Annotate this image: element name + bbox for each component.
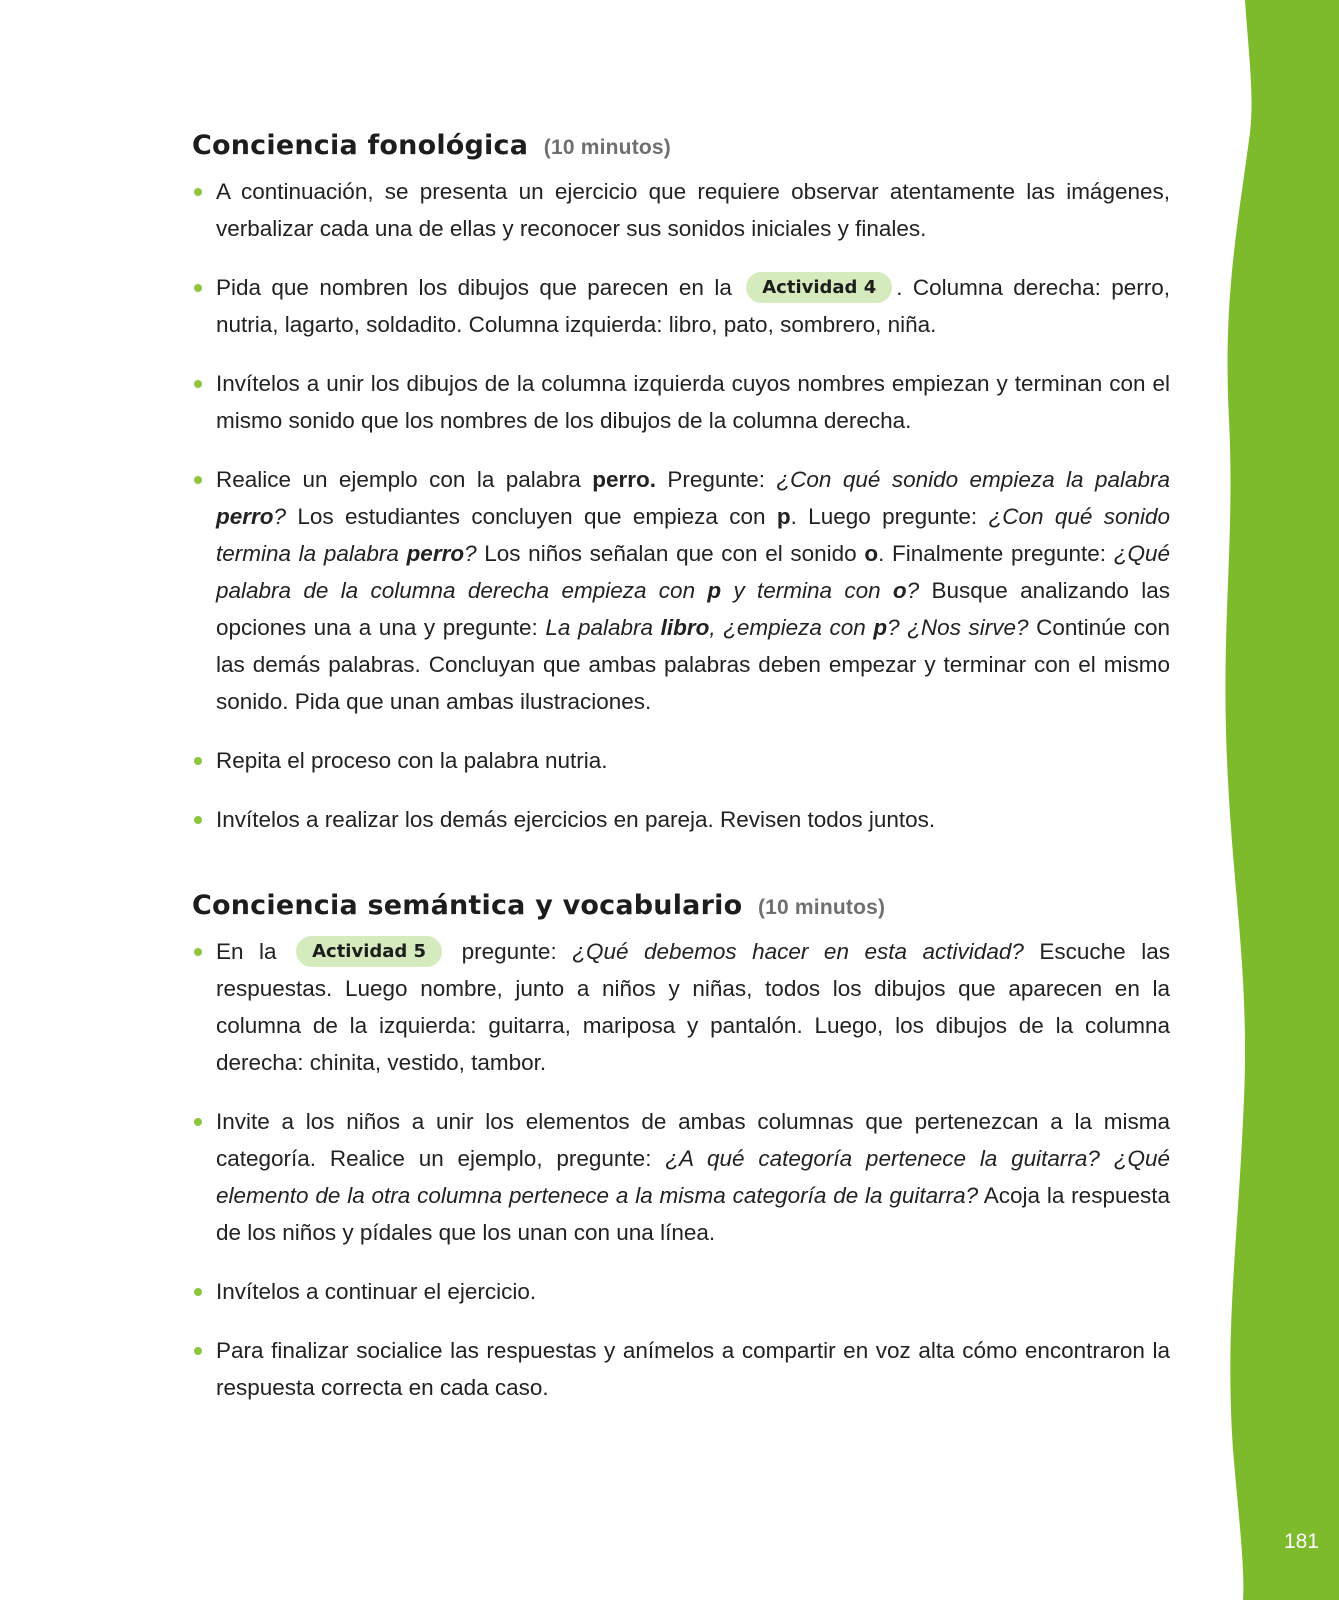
bullet-list [192,173,1170,838]
bold-word: perro. [592,467,656,492]
list-item [192,173,1170,247]
item-text: Para finalizar socialice las respuestas y anímelos a compartir en voz alta cómo encontraron la respuesta correcta en cada caso. [216,1338,1170,1400]
section-semantic-vocabulary [192,890,1170,1406]
question-text: ? [906,578,920,603]
green-side-band [1219,0,1339,1600]
item-text: A continuación, se presenta un ejercicio que requiere observar atentamente las imágenes, verbalizar cada una de ellas y reconocer sus sonidos iniciales y finales. [216,179,1170,241]
question-text: ¿Qué palabra de la columna derecha empieza con [216,541,1170,603]
content [192,130,1170,1428]
item-text: Los estudiantes concluyen que empieza con [286,504,777,529]
list-item [192,461,1170,720]
item-text: Repita el proceso con la palabra nutria. [216,748,608,773]
section-heading [192,130,1170,161]
page-number: 181 [1283,1530,1319,1553]
item-text: Pida que nombren los dibujos que parecen en la [216,275,732,300]
item-text: Realice un ejemplo con la palabra [216,467,593,492]
bold-word: p [873,615,888,640]
question-text: ¿Con qué sonido termina la palabra [216,504,1170,566]
section-phonological-awareness [192,130,1170,838]
question-text: , ¿empieza con [709,615,874,640]
activity-badge: Actividad 5 [296,936,442,967]
activity-badge: Actividad 4 [746,272,892,303]
question-text: ¿Qué debemos hacer en esta actividad? [572,939,1024,964]
question-text: ? ¿Nos sirve? [887,615,1029,640]
question-text: ¿A qué categoría pertenece la guitarra? ¿Qué elemento de la otra columna pertenece a la misma categoría de la guitarra? [216,1146,1171,1208]
list-item [192,269,1170,343]
section-title: Conciencia semántica y vocabulario [192,890,743,921]
item-text: . Columna derecha: perro, nutria, lagarto, soldadito. Columna izquierda: libro, pato, sombrero, niña. [216,275,1170,337]
item-text: En la [216,939,277,964]
bold-word: perro [216,504,274,529]
section-duration: (10 minutos) [757,896,886,919]
section-duration: (10 minutos) [543,136,671,159]
item-text: . Finalmente pregunte: [878,541,1114,566]
item-text: Escuche las respuestas. Luego nombre, junto a niños y niñas, todos los dibujos que aparecen en la columna de la izquierda: guitarra, mariposa y pantalón. Luego, los dibujos de la columna derecha: chinita, vestido, tambor. [216,939,1170,1075]
item-text: Acoja la respuesta de los niños y pídales que los unan con una línea. [216,1183,1170,1245]
section-title: Conciencia fonológica [192,130,529,161]
item-text: Pregunte: [656,467,777,492]
item-text: . Luego pregunte: [790,504,989,529]
item-text: Busque analizando las opciones una a una y pregunte: [216,578,1170,640]
list-item [192,365,1170,439]
bold-word: p [776,504,791,529]
question-text: ? [273,504,287,529]
list-item [192,1103,1170,1251]
question-text: ? [464,541,477,566]
list-item [192,801,1170,838]
item-text: Invítelos a realizar los demás ejercicios en pareja. Revisen todos juntos. [216,807,936,832]
list-item [192,1332,1170,1406]
bold-word: libro [660,615,710,640]
question-text: ¿Con qué sonido empieza la palabra [776,467,1171,492]
question-text: y termina con [721,578,893,603]
list-item [192,1273,1170,1310]
bold-word: p [707,578,722,603]
section-heading [192,890,1170,921]
bold-word: perro [406,541,465,566]
bullet-list [192,933,1170,1406]
question-text: La palabra [545,615,661,640]
item-text: pregunte: [446,939,573,964]
item-text: Los niños señalan que con el sonido [476,541,865,566]
item-text: Invite a los niños a unir los elementos de ambas columnas que pertenezcan a la misma categoría. Realice un ejemplo, pregunte: [216,1109,1170,1171]
bold-word: o [864,541,879,566]
list-item [192,933,1170,1081]
item-text: Invítelos a continuar el ejercicio. [216,1279,537,1304]
item-text: Continúe con las demás palabras. Concluyan que ambas palabras deben empezar y terminar con el mismo sonido. Pida que unan ambas ilustraciones. [216,615,1170,714]
list-item [192,742,1170,779]
item-text: Invítelos a unir los dibujos de la columna izquierda cuyos nombres empiezan y terminan con el mismo sonido que los nombres de los dibujos de la columna derecha. [216,371,1170,433]
bold-word: o [892,578,907,603]
